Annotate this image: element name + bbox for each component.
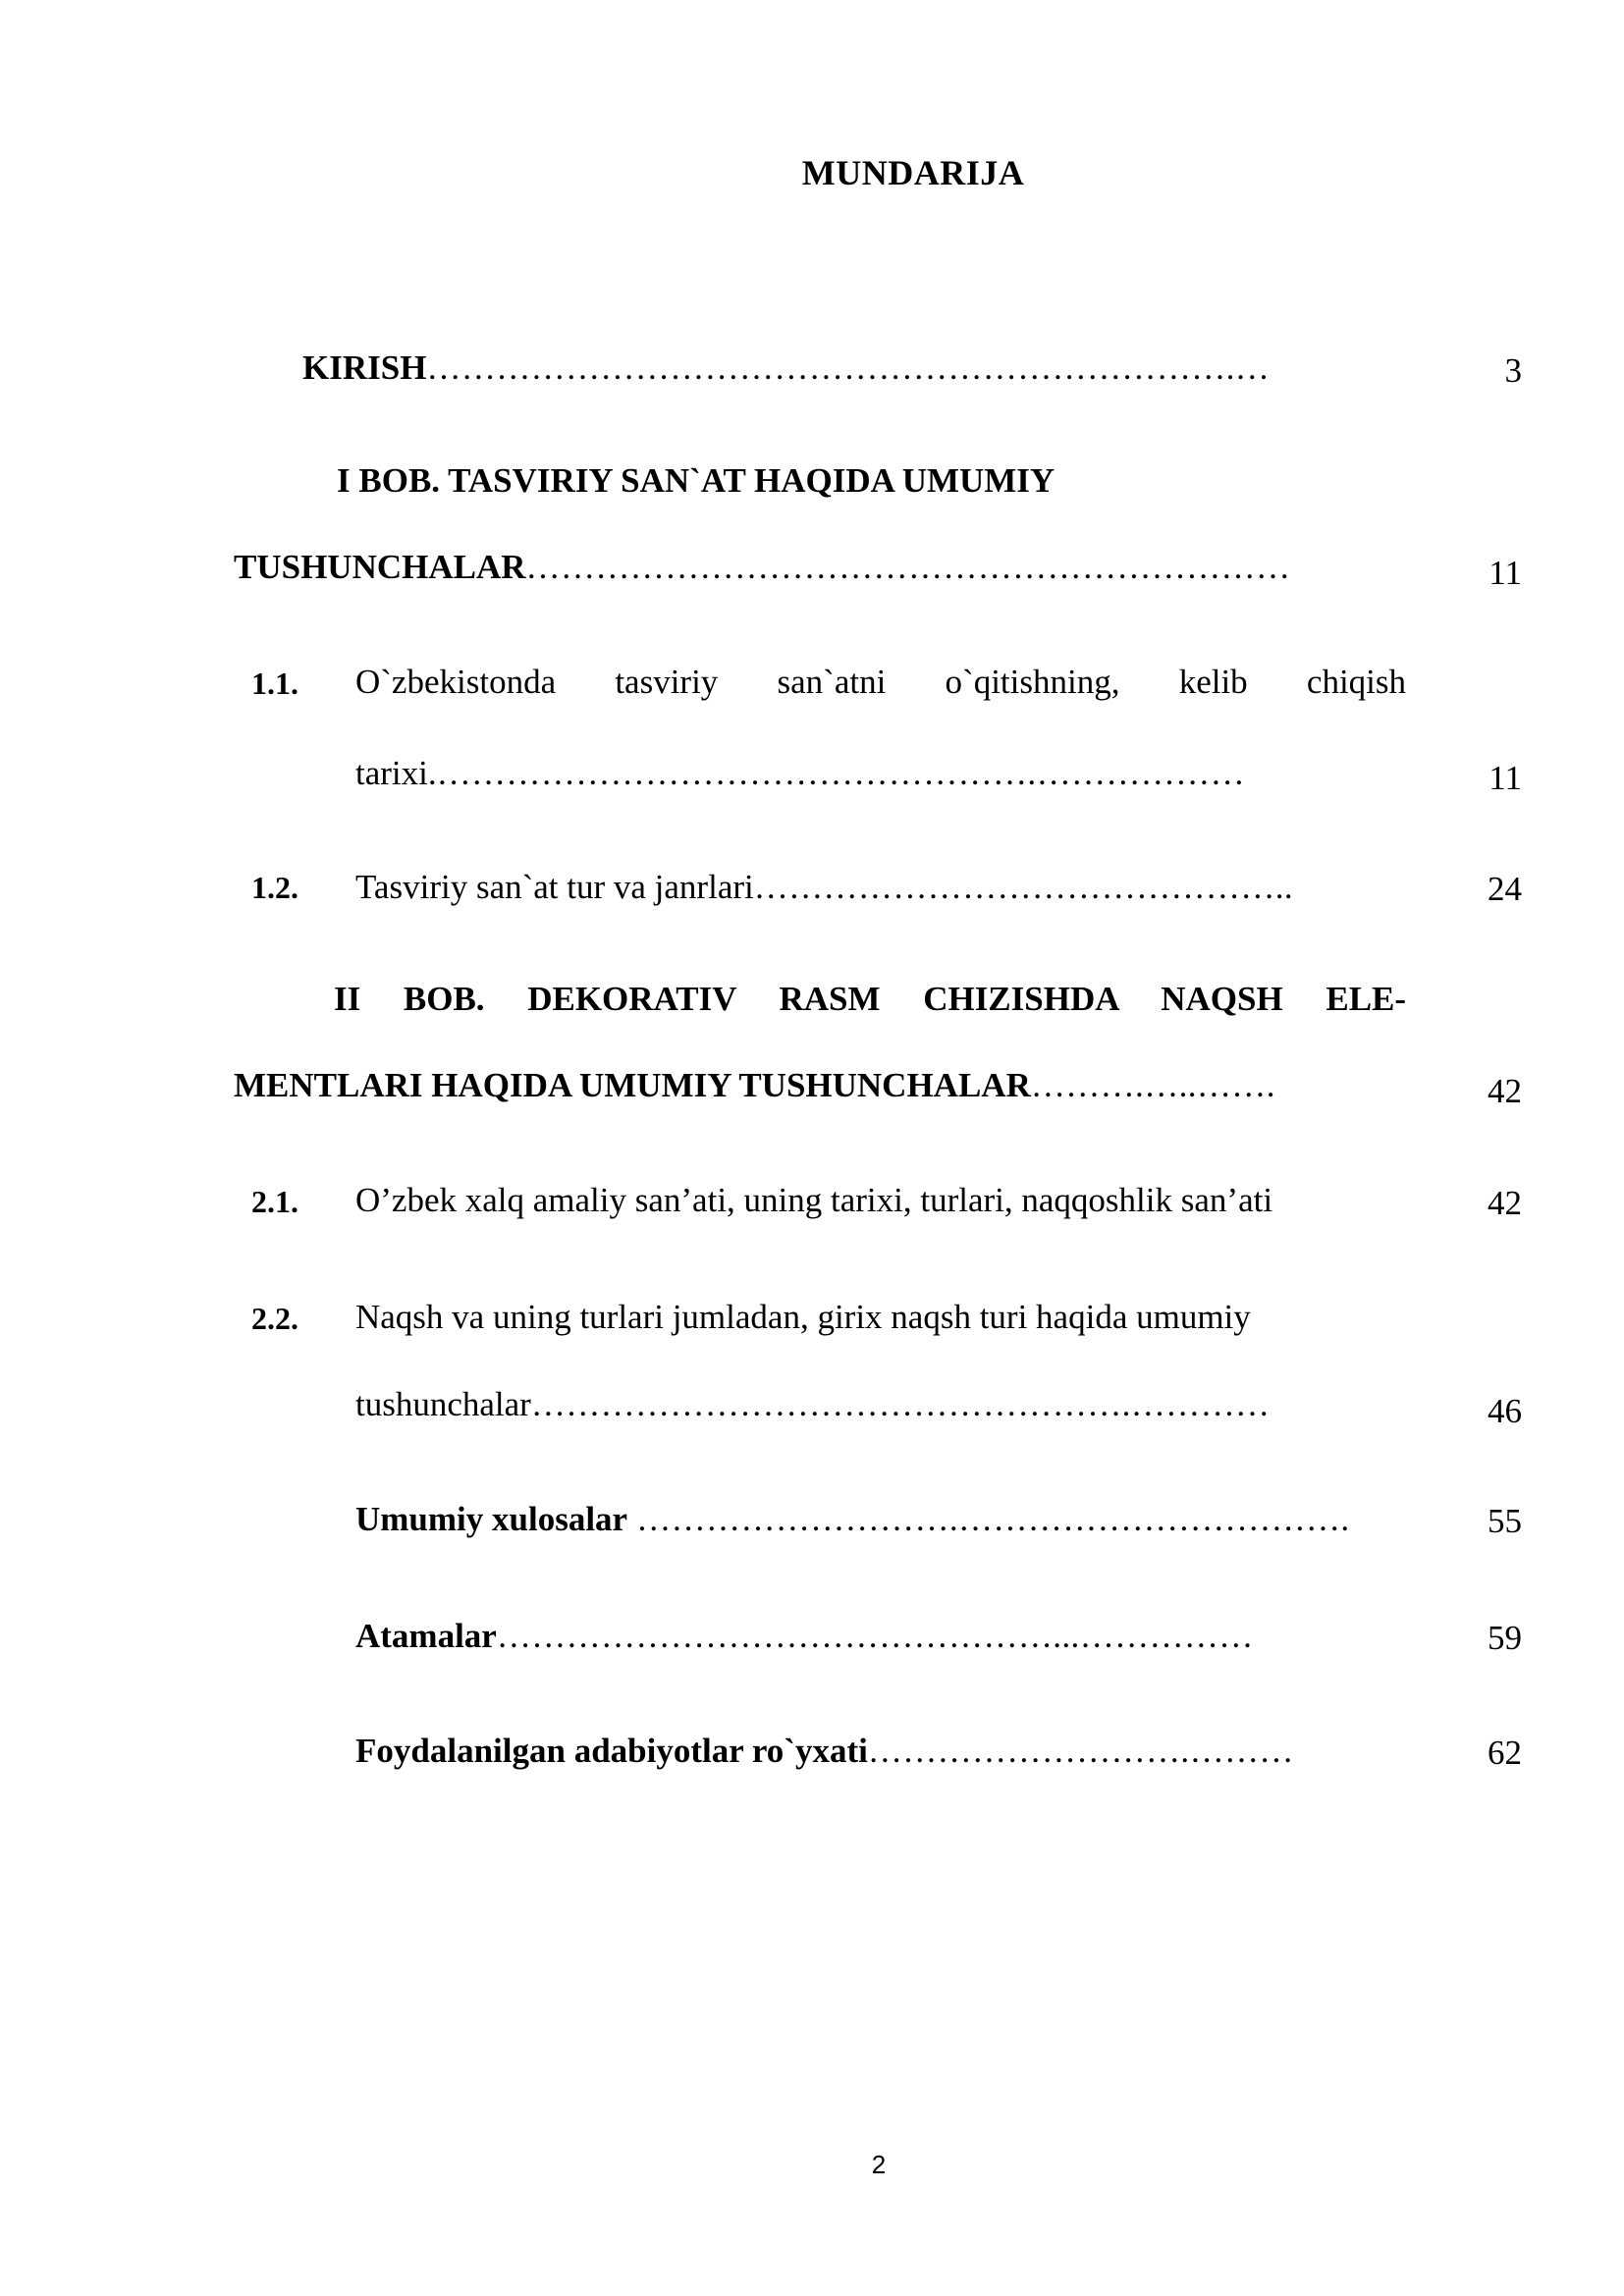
toc-page-number: 62 — [1488, 1734, 1522, 1772]
toc-entry-section-1-2 — [355, 870, 1293, 904]
toc-word: DEKORATIV — [527, 980, 736, 1018]
toc-section-2-2-line-1: Naqsh va uning turlari jumladan, girix naqsh turi haqida umumiy — [355, 1298, 1251, 1336]
toc-leader: ……….…..……. — [1030, 1066, 1275, 1104]
toc-word: RASM — [779, 980, 881, 1018]
page-title: MUNDARIJA — [801, 153, 1025, 192]
toc-entry-chapter-2 — [234, 1068, 1275, 1102]
toc-label: Foydalanilgan adabiyotlar ro`yxati — [355, 1732, 868, 1770]
toc-section-number: 1.1. — [251, 666, 298, 701]
toc-section-number: 2.1. — [251, 1184, 298, 1219]
toc-leader: …………………………………………...…………… — [496, 1617, 1254, 1655]
toc-entry-chapter-1 — [234, 550, 1290, 584]
toc-leader: ……………………….……………………………. — [627, 1500, 1350, 1538]
toc-page-number: 42 — [1488, 1072, 1522, 1110]
toc-page-number: 42 — [1488, 1184, 1522, 1222]
toc-leader: …………………………………………….……………… — [436, 754, 1245, 792]
toc-label: O’zbek xalq amaliy san’ati, uning tarixi, turlari, naqqoshlik san’ati — [355, 1181, 1273, 1219]
toc-label: TUSHUNCHALAR — [234, 548, 526, 586]
toc-page-number: 24 — [1488, 870, 1522, 908]
toc-word: kelib — [1178, 663, 1248, 701]
toc-section-1-1-line-1 — [355, 665, 1406, 699]
toc-page-number: 11 — [1489, 554, 1522, 592]
toc-word: BOB. — [403, 980, 485, 1018]
toc-page-number: 46 — [1488, 1392, 1522, 1430]
toc-entry-references — [355, 1734, 1294, 1768]
toc-label: Tasviriy san`at tur va janrlari — [355, 868, 754, 906]
toc-label: tushunchalar — [355, 1385, 531, 1423]
toc-word: o`qitishning, — [945, 663, 1120, 701]
toc-leader: …………………………………………….………… — [530, 1385, 1271, 1423]
toc-leader: …………………………………………………………….… — [426, 348, 1271, 387]
toc-chapter-2-title-line-1 — [334, 982, 1406, 1016]
toc-label: tarixi. — [355, 754, 437, 792]
toc-section-number: 2.2. — [251, 1301, 298, 1336]
footer-page-number: 2 — [871, 2150, 887, 2179]
toc-entry-section-2-2 — [355, 1387, 1270, 1421]
toc-leader: ……………………….……… — [867, 1732, 1294, 1770]
toc-page-number: 3 — [1504, 351, 1522, 390]
toc-section-number: 1.2. — [251, 870, 298, 905]
toc-page-number: 59 — [1488, 1619, 1522, 1657]
toc-word: san`atni — [777, 663, 887, 701]
toc-entry-kirish — [302, 350, 1270, 385]
toc-label: MENTLARI HAQIDA UMUMIY TUSHUNCHALAR — [234, 1066, 1031, 1104]
toc-word: tasviriy — [615, 663, 719, 701]
toc-word: O`zbekistonda — [355, 663, 557, 701]
toc-word: II — [334, 980, 361, 1018]
toc-chapter-1-title-line-1: I BOB. TASVIRIY SAN`AT HAQIDA UMUMIY — [337, 461, 1056, 500]
toc-entry-section-1-1 — [355, 756, 1245, 790]
toc-label: Umumiy xulosalar — [355, 1500, 628, 1538]
toc-word: chiqish — [1306, 663, 1407, 701]
toc-entry-conclusions — [355, 1502, 1350, 1536]
toc-word: CHIZISHDA — [923, 980, 1118, 1018]
toc-page-number: 11 — [1489, 759, 1522, 797]
toc-page-number: 55 — [1488, 1502, 1522, 1540]
toc-leader: ……………………………………….. — [753, 868, 1294, 906]
toc-entry-section-2-1 — [355, 1183, 1272, 1217]
toc-label: KIRISH — [302, 348, 427, 387]
toc-label: Atamalar — [355, 1617, 497, 1655]
toc-word: ELE- — [1326, 980, 1407, 1018]
toc-entry-glossary — [355, 1619, 1254, 1653]
toc-leader: ………………………………………………………… — [525, 548, 1291, 586]
toc-word: NAQSH — [1161, 980, 1283, 1018]
